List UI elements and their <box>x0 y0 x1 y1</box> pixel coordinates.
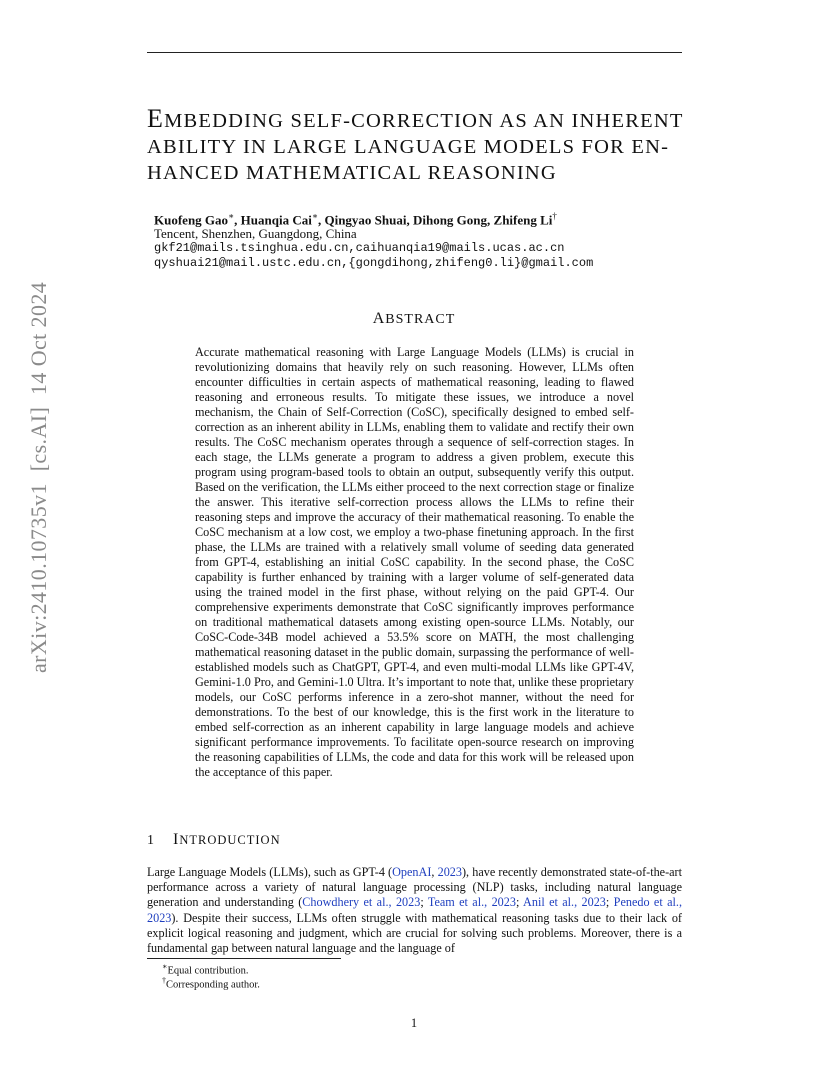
equal-contribution-mark: ∗ <box>311 211 318 221</box>
author-names-rest: Qingyao Shuai, Dihong Gong, Zhifeng Li <box>324 212 553 228</box>
page-number: 1 <box>410 1016 418 1030</box>
citation-link[interactable]: OpenAI <box>392 865 432 879</box>
footnote-rule <box>147 958 341 959</box>
title-line-2: ABILITY IN LARGE LANGUAGE MODELS FOR EN- <box>147 136 670 158</box>
author-name: Kuofeng Gao <box>154 212 229 228</box>
email-line-1: gkf21@mails.tsinghua.edu.cn,caihuanqia19@mails.ucas.ac.cn <box>154 241 565 255</box>
section-number: 1 <box>147 833 155 848</box>
corresponding-author-mark: † <box>552 211 557 221</box>
top-rule <box>147 52 682 53</box>
title-line-1: EMBEDDING SELF-CORRECTION AS AN INHERENT <box>147 104 684 133</box>
citation-link[interactable]: Chowdhery et al., 2023 <box>302 895 421 910</box>
introduction-paragraph: Large Language Models (LLMs), such as GPT-4 (OpenAI, 2023), have recently demonstrated state-of-the-art performance across a variety of natural language processing (NLP) tasks, including natural language generation and understanding (Chowdhery et al., 2023; Team et al., 2023; Anil et al., 2023; Penedo et al., 2023). Despite their success, LLMs often struggle with mathematical reasoning tasks due to their lack of explicit logical reasoning and judgment, which are crucial for solving such problems. Moreover, there is a fundamental gap between natural language and the language of <box>147 865 683 956</box>
affiliation: Tencent, Shenzhen, Guangdong, China <box>154 226 357 241</box>
citation-link[interactable]: 2023 <box>437 865 462 879</box>
citation-link[interactable]: Penedo et al., 2023 <box>147 895 682 925</box>
author-name: Huanqia Cai <box>240 212 312 228</box>
arxiv-identifier: arXiv:2410.10735v1 [cs.AI] 14 Oct 2024 <box>26 281 51 673</box>
section-heading-introduction: 1 INTRODUCTION <box>147 831 281 848</box>
footnote-corresponding-author: †Corresponding author. <box>162 976 260 991</box>
equal-contribution-mark: ∗ <box>228 211 235 221</box>
footnote-equal-contribution: ∗Equal contribution. <box>162 962 249 977</box>
citation-link[interactable]: Anil et al., 2023 <box>523 895 606 910</box>
title-line-3: HANCED MATHEMATICAL REASONING <box>147 162 557 184</box>
citation-link[interactable]: Team et al., 2023 <box>427 895 516 910</box>
email-line-2: qyshuai21@mail.ustc.edu.cn,{gongdihong,zhifeng0.li}@gmail.com <box>154 256 594 270</box>
abstract-body: Accurate mathematical reasoning with Large Language Models (LLMs) is crucial in revolutionizing domains that heavily rely on such reasoning. However, LLMs often encounter difficulties in certain aspects of mathematical reasoning, leading to flawed reasoning and erroneous results. To mitigate these issues, we introduce a novel mechanism, the Chain of Self-Correction (CoSC), specifically designed to embed self-correction as an inherent ability in LLMs, enabling them to validate and rectify their own results. The CoSC mechanism operates through a sequence of self-correction stages. In each stage, the LLMs generate a program to address a given problem, execute this program using program-based tools to obtain an output, subsequently verify this output. Based on the verification, the LLMs either proceed to the next correction stage or finalize the answer. This iterative self-correction process allows the LLMs to refine their reasoning steps and improve the accuracy of their mathematical reasoning. To enable the CoSC mechanism at a low cost, we employ a two-phase finetuning approach. In the first phase, the LLMs are trained with a relatively small volume of seeding data generated from GPT-4, establishing an initial CoSC capability. In the second phase, the CoSC capability is further enhanced by training with a larger volume of self-generated data using the trained model in the first phase, without relying on the paid GPT-4. Our comprehensive experiments demonstrate that CoSC significantly improves performance on traditional mathematical datasets among existing open-source LLMs. Notably, our CoSC-Code-34B model achieved a 53.5% score on MATH, the most challenging mathematical reasoning dataset in the public domain, surpassing the performance of well-established models such as ChatGPT, GPT-4, and even multi-modal LLMs like GPT-4V, Gemini-1.0 Pro, and Gemini-1.0 Ultra. It’s important to note that, unlike these proprietary models, our CoSC performs inference in a zero-shot manner, without the need for demonstrations. To the best of our knowledge, this is the first work in the literature to embed self-correction as an inherent capability in large language models and achieve significant performance improvements. To facilitate open-source research on improving the reasoning capabilities of LLMs, the code and data for this work will be released upon the acceptance of this paper. <box>195 345 634 779</box>
paper-title <box>147 106 692 186</box>
abstract-heading: ABSTRACT <box>372 310 456 327</box>
author-list: Kuofeng Gao∗, Huanqia Cai∗, Qingyao Shuai, Dihong Gong, Zhifeng Li† <box>154 211 557 228</box>
